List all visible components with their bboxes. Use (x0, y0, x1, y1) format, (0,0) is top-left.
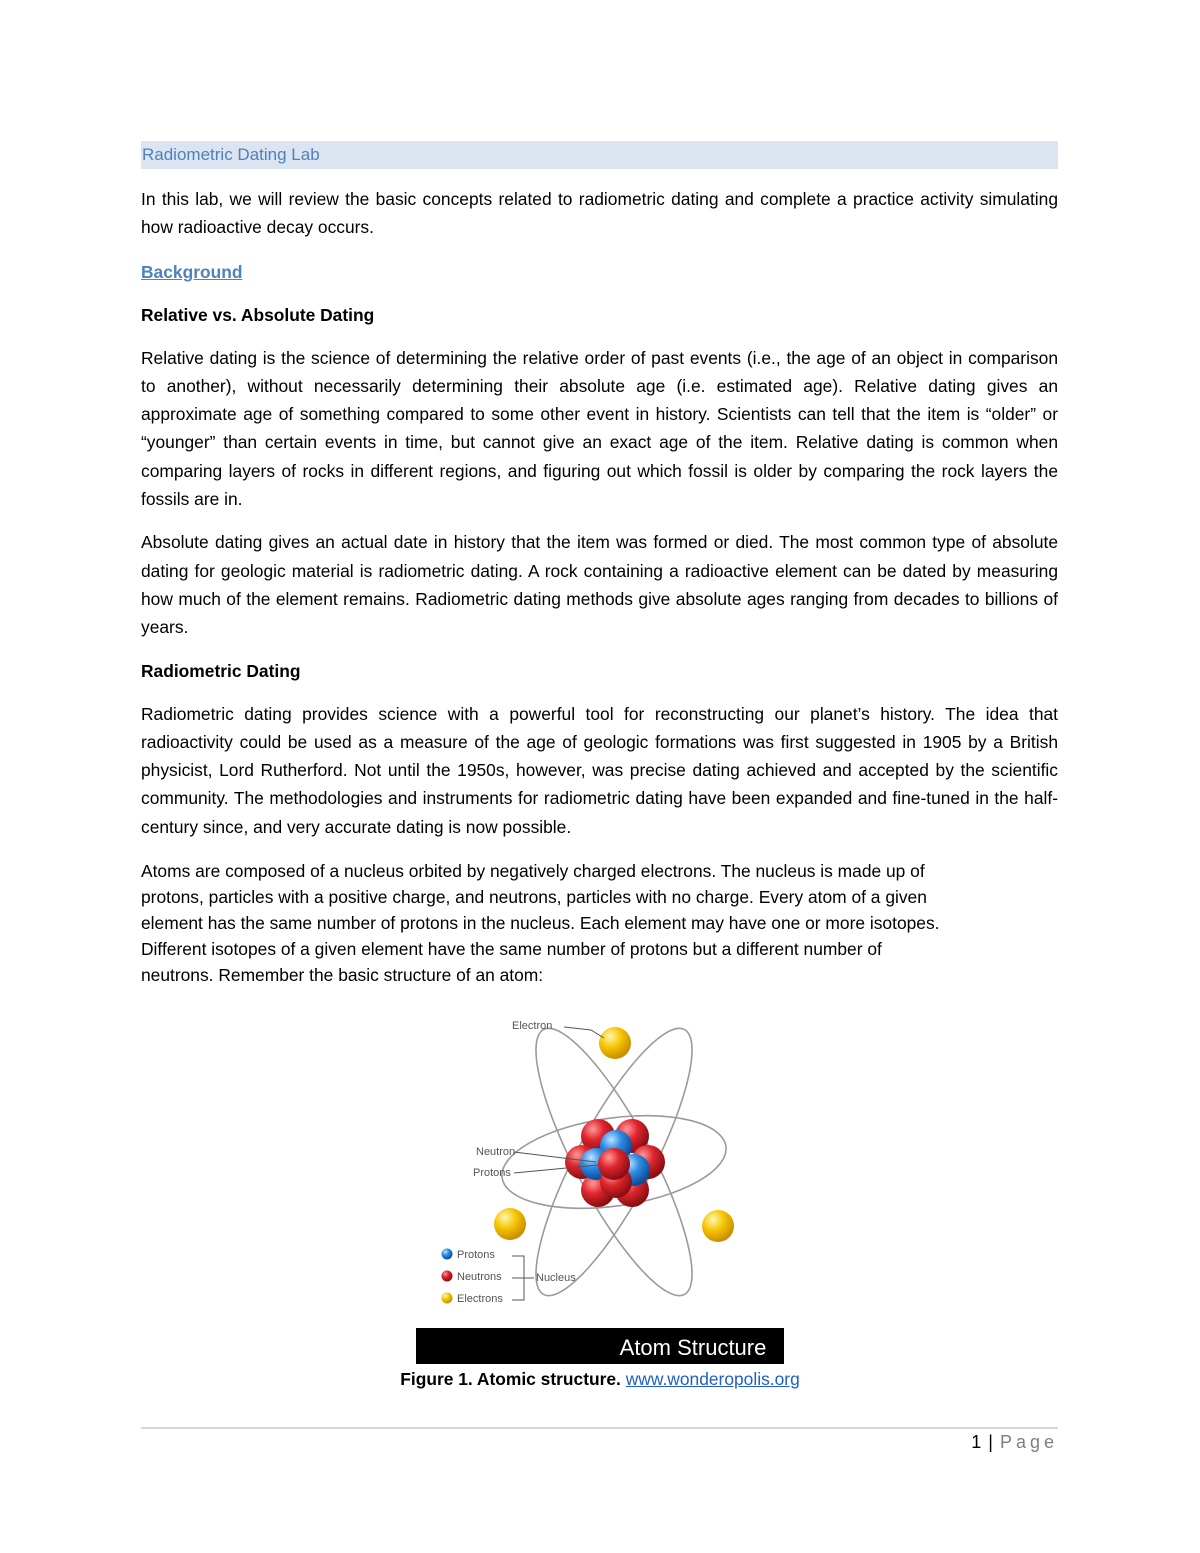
page-number: 1 (971, 1432, 983, 1452)
intro-paragraph: In this lab, we will review the basic concepts related to radiometric dating and complete a practice activity simulating how radioactive decay occurs. (141, 189, 1058, 238)
electron-pointer (564, 1027, 604, 1038)
protons-label: Protons (473, 1167, 511, 1179)
electron-right (702, 1210, 734, 1242)
radiometric-dating-paragraph: Radiometric dating provides science with a powerful tool for reconstructing our planet’s history. The idea that radioactivity could be used as a measure of the age of geologic formations was first suggested in 1905 by a British physicist, Lord Rutherford. Not until the 1950s, however, was precise dating achieved and accepted by the scientific community. The methodologies and instruments for radiometric dating have been expanded and fine-tuned in the half-century since, and very accurate dating is now possible. (141, 703, 1058, 837)
atoms-paragraph (141, 858, 1058, 988)
legend-proton-dot (442, 1249, 453, 1260)
legend-neutrons: Neutrons (457, 1271, 502, 1283)
atoms-line: protons, particles with a positive charge, and neutrons, particles with no charge. Every atom of a given (141, 887, 927, 908)
radiometric-dating-heading: Radiometric Dating (141, 660, 301, 681)
absolute-dating-paragraph: Absolute dating gives an actual date in history that the item was formed or died. The most common type of absolute dating for geologic material is radiometric dating. A rock containing a radioactive element can be dated by measuring how much of the element remains. Radiometric dating methods give absolute ages ranging from decades to billions of years. (141, 532, 1058, 638)
page-footer (971, 1432, 1058, 1453)
electron-label: Electron (512, 1020, 553, 1032)
page-content (141, 141, 1058, 988)
atom-structure-banner-text: Atom Structure (619, 1335, 767, 1360)
figure-caption (0, 1366, 1200, 1392)
atoms-line: Atoms are composed of a nucleus orbited by negatively charged electrons. The nucleus is made up of (141, 861, 925, 882)
legend-electrons: Electrons (457, 1293, 503, 1305)
neutron-label: Neutron (476, 1146, 516, 1158)
legend-protons: Protons (457, 1249, 495, 1261)
atoms-line: element has the same number of protons in the nucleus. Each element may have one or more isotopes. (141, 913, 940, 934)
legend-electron-dot (442, 1293, 453, 1304)
atom-structure-figure (416, 1012, 784, 1364)
relative-dating-paragraph: Relative dating is the science of determining the relative order of past events (i.e., the age of an object in comparison to another), without necessarily determining their absolute age (i.e. estimated age). Relative dating gives an approximate age of something compared to some other event in history. Scientists can tell that the item is “older” or “younger” than certain events in time, but cannot give an exact age of the item. Relative dating is common when comparing layers of rocks in different regions, and figuring out which fossil is older by comparing the rock layers the fossils are in. (141, 347, 1058, 510)
figure-legend (442, 1249, 577, 1306)
background-heading: Background (141, 261, 243, 282)
electron-left (494, 1208, 526, 1240)
electron-top (599, 1027, 631, 1059)
page-separator: | (988, 1432, 994, 1452)
figure-caption-label: Figure 1. Atomic structure. (400, 1369, 621, 1389)
document-title: Radiometric Dating Lab (141, 141, 1058, 169)
atoms-line: Different isotopes of a given element have the same number of protons but a different number of (141, 939, 882, 960)
page-word: Page (999, 1432, 1058, 1452)
legend-nucleus: Nucleus (536, 1272, 576, 1284)
footer-divider (141, 1427, 1058, 1429)
nucleus (565, 1119, 665, 1207)
relative-absolute-heading: Relative vs. Absolute Dating (141, 304, 375, 325)
legend-neutron-dot (442, 1271, 453, 1282)
figure-source-link[interactable]: www.wonderopolis.org (625, 1369, 800, 1389)
atoms-line: neutrons. Remember the basic structure of an atom: (141, 965, 544, 986)
